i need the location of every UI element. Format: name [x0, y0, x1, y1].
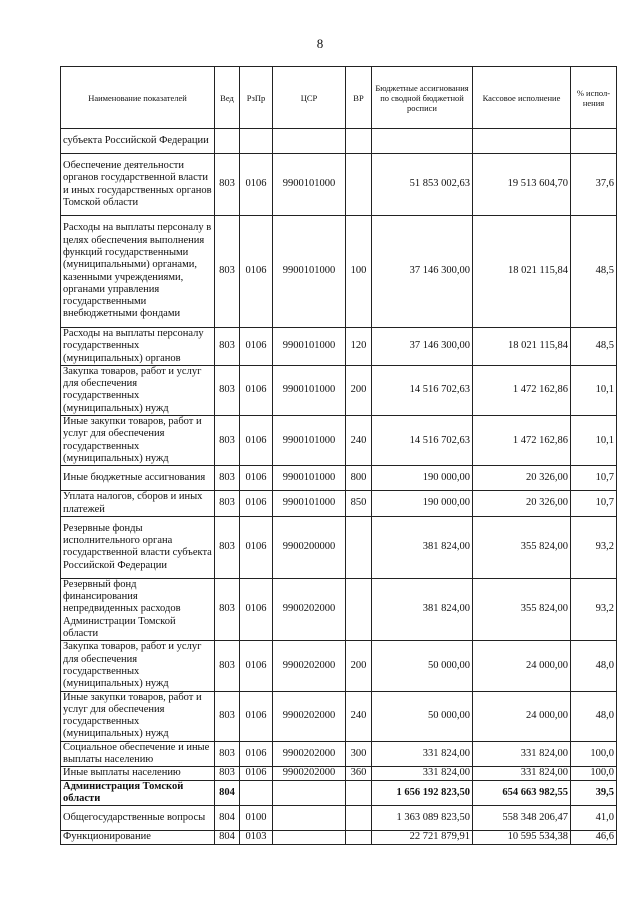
table-row — [61, 516, 617, 578]
cell-cash-execution: 10 595 534,38 — [473, 831, 571, 844]
cell-vr — [346, 154, 372, 216]
cell-rzpr: 0106 — [240, 365, 273, 415]
cell-budget-assignment: 1 656 192 823,50 — [372, 780, 473, 806]
table-row — [61, 831, 617, 844]
cell-indicator-name: Иные закупки товаров, работ и услуг для обеспечения государственных (муниципальных) нужд — [61, 416, 215, 466]
cell-vr: 300 — [346, 741, 372, 767]
cell-vr — [346, 516, 372, 578]
cell-execution-percent: 100,0 — [571, 767, 617, 780]
cell-rzpr — [240, 129, 273, 154]
cell-execution-percent: 10,1 — [571, 416, 617, 466]
cell-rzpr: 0106 — [240, 328, 273, 366]
cell-execution-percent: 100,0 — [571, 741, 617, 767]
cell-csr — [273, 780, 346, 806]
cell-rzpr: 0106 — [240, 641, 273, 691]
table-row — [61, 154, 617, 216]
cell-csr: 9900202000 — [273, 741, 346, 767]
table-row — [61, 216, 617, 328]
cell-rzpr: 0100 — [240, 806, 273, 831]
cell-rzpr: 0106 — [240, 516, 273, 578]
cell-ved: 804 — [215, 831, 240, 844]
cell-cash-execution: 558 348 206,47 — [473, 806, 571, 831]
cell-csr — [273, 806, 346, 831]
cell-ved: 804 — [215, 806, 240, 831]
cell-budget-assignment: 22 721 879,91 — [372, 831, 473, 844]
cell-indicator-name: субъекта Российской Федерации — [61, 129, 215, 154]
cell-ved: 803 — [215, 154, 240, 216]
cell-indicator-name: Функционирование — [61, 831, 215, 844]
cell-csr: 9900101000 — [273, 216, 346, 328]
cell-rzpr: 0103 — [240, 831, 273, 844]
cell-cash-execution: 1 472 162,86 — [473, 365, 571, 415]
cell-execution-percent: 93,2 — [571, 516, 617, 578]
cell-vr — [346, 129, 372, 154]
cell-vr — [346, 831, 372, 844]
budget-execution-table — [60, 66, 617, 845]
cell-csr: 9900202000 — [273, 641, 346, 691]
cell-ved: 804 — [215, 780, 240, 806]
table-row — [61, 578, 617, 640]
cell-execution-percent — [571, 129, 617, 154]
cell-rzpr: 0106 — [240, 491, 273, 517]
cell-execution-percent: 48,0 — [571, 691, 617, 741]
cell-execution-percent: 10,7 — [571, 466, 617, 491]
header-csr: ЦСР — [273, 67, 346, 129]
cell-budget-assignment: 381 824,00 — [372, 578, 473, 640]
cell-budget-assignment — [372, 129, 473, 154]
header-budget-assignments: Бюджетные ассигнования по сводной бюджетной росписи — [372, 67, 473, 129]
header-execution-percent: % испол-нения — [571, 67, 617, 129]
cell-csr: 9900101000 — [273, 416, 346, 466]
cell-ved: 803 — [215, 491, 240, 517]
cell-vr: 850 — [346, 491, 372, 517]
cell-csr: 9900202000 — [273, 691, 346, 741]
cell-indicator-name: Администрация Томской области — [61, 780, 215, 806]
cell-ved: 803 — [215, 641, 240, 691]
cell-budget-assignment: 50 000,00 — [372, 691, 473, 741]
cell-ved: 803 — [215, 466, 240, 491]
cell-indicator-name: Закупка товаров, работ и услуг для обеспечения государственных (муниципальных) нужд — [61, 365, 215, 415]
header-vr: ВР — [346, 67, 372, 129]
cell-cash-execution: 331 824,00 — [473, 767, 571, 780]
cell-vr: 800 — [346, 466, 372, 491]
table-row — [61, 491, 617, 517]
cell-cash-execution: 19 513 604,70 — [473, 154, 571, 216]
cell-csr — [273, 831, 346, 844]
cell-rzpr: 0106 — [240, 154, 273, 216]
cell-ved: 803 — [215, 691, 240, 741]
cell-ved: 803 — [215, 328, 240, 366]
cell-indicator-name: Иные выплаты населению — [61, 767, 215, 780]
cell-csr: 9900101000 — [273, 491, 346, 517]
cell-ved: 803 — [215, 365, 240, 415]
cell-indicator-name: Социальное обеспечение и иные выплаты населению — [61, 741, 215, 767]
cell-ved: 803 — [215, 416, 240, 466]
cell-budget-assignment: 14 516 702,63 — [372, 416, 473, 466]
cell-indicator-name: Резервный фонд финансирования непредвиденных расходов Администрации Томской области — [61, 578, 215, 640]
cell-execution-percent: 10,7 — [571, 491, 617, 517]
cell-execution-percent: 93,2 — [571, 578, 617, 640]
table-row — [61, 365, 617, 415]
cell-vr: 200 — [346, 641, 372, 691]
cell-budget-assignment: 331 824,00 — [372, 767, 473, 780]
cell-ved: 803 — [215, 767, 240, 780]
header-ved: Вед — [215, 67, 240, 129]
cell-rzpr: 0106 — [240, 578, 273, 640]
cell-csr: 9900101000 — [273, 365, 346, 415]
cell-vr — [346, 578, 372, 640]
cell-budget-assignment: 51 853 002,63 — [372, 154, 473, 216]
cell-cash-execution: 24 000,00 — [473, 691, 571, 741]
cell-rzpr: 0106 — [240, 691, 273, 741]
table-row — [61, 466, 617, 491]
cell-cash-execution: 20 326,00 — [473, 491, 571, 517]
table-row — [61, 129, 617, 154]
cell-indicator-name: Расходы на выплаты персоналу в целях обеспечения выполнения функций государственными (муниципальными) органами, казенными учреждениями, органами управления государственными внебюджетными фондами — [61, 216, 215, 328]
cell-rzpr: 0106 — [240, 741, 273, 767]
cell-budget-assignment: 190 000,00 — [372, 466, 473, 491]
cell-cash-execution: 20 326,00 — [473, 466, 571, 491]
cell-cash-execution: 1 472 162,86 — [473, 416, 571, 466]
cell-rzpr: 0106 — [240, 416, 273, 466]
cell-budget-assignment: 1 363 089 823,50 — [372, 806, 473, 831]
cell-indicator-name: Общегосударственные вопросы — [61, 806, 215, 831]
cell-rzpr: 0106 — [240, 466, 273, 491]
cell-budget-assignment: 331 824,00 — [372, 741, 473, 767]
cell-cash-execution: 355 824,00 — [473, 578, 571, 640]
header-indicator-name: Наименование показателей — [61, 67, 215, 129]
cell-rzpr — [240, 780, 273, 806]
cell-indicator-name: Иные бюджетные ассигнования — [61, 466, 215, 491]
cell-budget-assignment: 37 146 300,00 — [372, 216, 473, 328]
cell-execution-percent: 10,1 — [571, 365, 617, 415]
header-cash-execution: Кассовое исполнение — [473, 67, 571, 129]
table-row — [61, 780, 617, 806]
cell-csr — [273, 129, 346, 154]
cell-cash-execution: 24 000,00 — [473, 641, 571, 691]
cell-csr: 9900200000 — [273, 516, 346, 578]
cell-ved — [215, 129, 240, 154]
cell-execution-percent: 48,0 — [571, 641, 617, 691]
table-row — [61, 416, 617, 466]
cell-indicator-name: Иные закупки товаров, работ и услуг для обеспечения государственных (муниципальных) нужд — [61, 691, 215, 741]
cell-budget-assignment: 50 000,00 — [372, 641, 473, 691]
cell-execution-percent: 48,5 — [571, 328, 617, 366]
cell-execution-percent: 48,5 — [571, 216, 617, 328]
table-row — [61, 806, 617, 831]
cell-csr: 9900101000 — [273, 328, 346, 366]
cell-ved: 803 — [215, 516, 240, 578]
page-number: 8 — [316, 36, 324, 51]
cell-execution-percent: 39,5 — [571, 780, 617, 806]
table-row — [61, 767, 617, 780]
cell-indicator-name: Расходы на выплаты персоналу государственных (муниципальных) органов — [61, 328, 215, 366]
table-row — [61, 741, 617, 767]
cell-rzpr: 0106 — [240, 767, 273, 780]
table-body — [61, 129, 617, 845]
cell-cash-execution: 654 663 982,55 — [473, 780, 571, 806]
cell-vr: 240 — [346, 691, 372, 741]
cell-cash-execution: 18 021 115,84 — [473, 328, 571, 366]
cell-ved: 803 — [215, 216, 240, 328]
cell-cash-execution: 18 021 115,84 — [473, 216, 571, 328]
cell-csr: 9900101000 — [273, 466, 346, 491]
cell-vr: 200 — [346, 365, 372, 415]
cell-budget-assignment: 190 000,00 — [372, 491, 473, 517]
cell-vr — [346, 780, 372, 806]
cell-cash-execution: 355 824,00 — [473, 516, 571, 578]
cell-ved: 803 — [215, 741, 240, 767]
cell-execution-percent: 41,0 — [571, 806, 617, 831]
cell-rzpr: 0106 — [240, 216, 273, 328]
cell-indicator-name: Обеспечение деятельности органов государственной власти и иных государственных органов Томской области — [61, 154, 215, 216]
table-row — [61, 691, 617, 741]
cell-vr — [346, 806, 372, 831]
header-rzpr: РзПр — [240, 67, 273, 129]
table-row — [61, 641, 617, 691]
cell-vr: 240 — [346, 416, 372, 466]
cell-indicator-name: Закупка товаров, работ и услуг для обеспечения государственных (муниципальных) нужд — [61, 641, 215, 691]
cell-vr: 120 — [346, 328, 372, 366]
cell-execution-percent: 37,6 — [571, 154, 617, 216]
cell-csr: 9900101000 — [273, 154, 346, 216]
cell-vr: 360 — [346, 767, 372, 780]
cell-cash-execution: 331 824,00 — [473, 741, 571, 767]
cell-budget-assignment: 14 516 702,63 — [372, 365, 473, 415]
cell-csr: 9900202000 — [273, 767, 346, 780]
cell-vr: 100 — [346, 216, 372, 328]
cell-ved: 803 — [215, 578, 240, 640]
table-header-row — [61, 67, 617, 129]
cell-budget-assignment: 381 824,00 — [372, 516, 473, 578]
cell-cash-execution — [473, 129, 571, 154]
cell-budget-assignment: 37 146 300,00 — [372, 328, 473, 366]
table-row — [61, 328, 617, 366]
cell-indicator-name: Уплата налогов, сборов и иных платежей — [61, 491, 215, 517]
cell-indicator-name: Резервные фонды исполнительного органа государственной власти субъекта Российской Федерации — [61, 516, 215, 578]
cell-execution-percent: 46,6 — [571, 831, 617, 844]
cell-csr: 9900202000 — [273, 578, 346, 640]
